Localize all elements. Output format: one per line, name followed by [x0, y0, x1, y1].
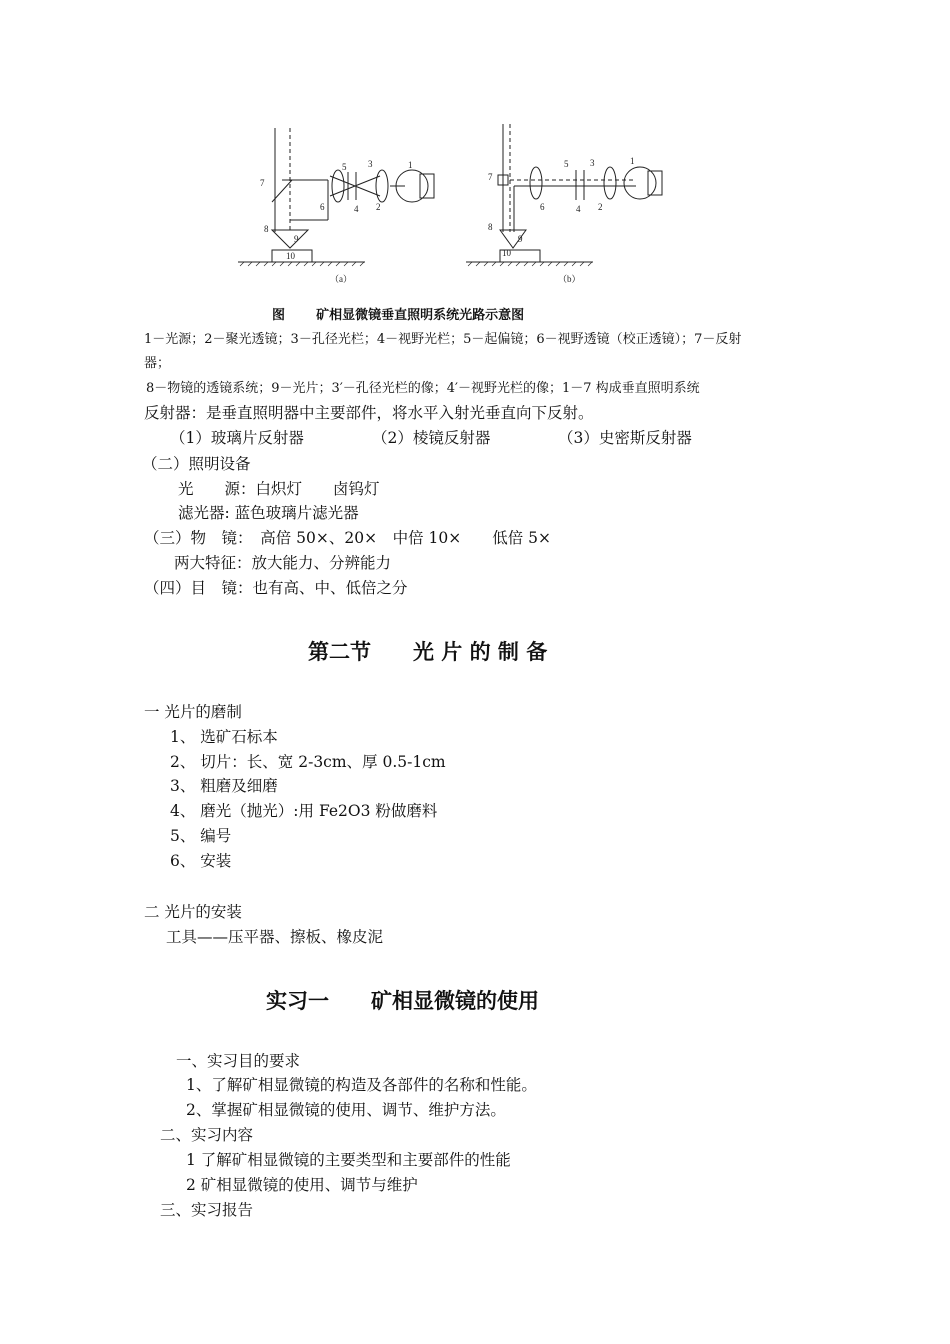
lighting-title: （二）照明设备: [142, 455, 251, 473]
grinding-step-1: 1、 选矿石标本: [170, 728, 278, 746]
goal-title: 一、实习目的要求: [176, 1052, 301, 1070]
grinding-title: 一 光片的磨制: [144, 703, 242, 721]
report-title: 三、实习报告: [160, 1201, 254, 1219]
label-b-4: 4: [576, 204, 581, 214]
reflector-type-3: （3）史密斯反射器: [558, 429, 692, 447]
label-a-1: 1: [408, 160, 413, 170]
content-title: 二、实习内容: [160, 1126, 254, 1144]
grinding-step-5: 5、 编号: [170, 827, 232, 845]
reflector-type-1: （1）玻璃片反射器: [170, 429, 304, 447]
label-a-3: 3: [368, 159, 373, 169]
label-b-10: 10: [502, 248, 511, 258]
label-a-8: 8: [264, 224, 269, 234]
caption-title: 矿相显微镜垂直照明系统光路示意图: [316, 308, 525, 323]
label-b-9: 9: [518, 234, 523, 244]
content-1: 1 了解矿相显微镜的主要类型和主要部件的性能: [186, 1151, 511, 1169]
grinding-step-4: 4、 磨光（抛光）:用 Fe2O3 粉做磨料: [170, 802, 438, 820]
goal-1: 1、了解矿相显微镜的构造及各部件的名称和性能。: [186, 1076, 537, 1094]
label-a-6: 6: [320, 202, 325, 212]
content-2: 2 矿相显微镜的使用、调节与维护: [186, 1176, 418, 1194]
label-b-5: 5: [564, 159, 569, 169]
objective: （三）物 镜： 高倍 50×、20× 中倍 10× 低倍 5×: [144, 529, 552, 547]
label-a-7: 7: [260, 178, 265, 188]
grinding-step-6: 6、 安装: [170, 852, 232, 870]
label-b-3: 3: [590, 158, 595, 168]
goal-2: 2、掌握矿相显微镜的使用、调节、维护方法。: [186, 1101, 506, 1119]
reflector-type-2: （2）棱镜反射器: [372, 429, 491, 447]
label-b-6: 6: [540, 202, 545, 212]
label-b-2: 2: [598, 202, 603, 212]
figure-caption: [272, 304, 524, 323]
panel-a-diagram: [238, 128, 434, 266]
mounting-title: 二 光片的安装: [144, 903, 242, 921]
practice1-title: 实习一 矿相显微镜的使用: [266, 989, 539, 1013]
label-b-8: 8: [488, 222, 493, 232]
panel-b-label: （b）: [558, 274, 581, 284]
label-a-9: 9: [294, 234, 299, 244]
grinding-step-2: 2、 切片：长、宽 2-3cm、厚 0.5-1cm: [170, 753, 446, 771]
section2-title: 第二节 光 片 的 制 备: [308, 640, 548, 664]
objective-features: 两大特征：放大能力、分辨能力: [174, 554, 392, 572]
panel-a-label: （a）: [330, 274, 352, 284]
filter: 滤光器: 蓝色玻璃片滤光器: [178, 504, 359, 522]
eyepiece: （四）目 镜：也有高、中、低倍之分: [144, 579, 408, 597]
label-a-2: 2: [376, 202, 381, 212]
grinding-step-3: 3、 粗磨及细磨: [170, 777, 278, 795]
optical-path-diagram: [230, 120, 670, 290]
label-b-7: 7: [488, 172, 493, 182]
label-b-1: 1: [630, 156, 635, 166]
caption-prefix: 图: [272, 308, 286, 323]
figure-legend-line2: 8－物镜的透镜系统；9－光片；3′－孔径光栏的像；4′－视野光栏的像；1－7 构成垂直照明系统: [146, 381, 700, 396]
label-a-5: 5: [342, 162, 347, 172]
label-a-4: 4: [354, 204, 359, 214]
panel-b-diagram: [466, 124, 662, 266]
mounting-tools: 工具——压平器、擦板、橡皮泥: [166, 928, 384, 946]
figure-legend-line1: 1－光源；2－聚光透镜；3－孔径光栏；4－视野光栏；5－起偏镜；6－视野透镜（校正透镜）；7－反射: [144, 332, 742, 347]
reflector-text: 反射器：是垂直照明器中主要部件，将水平入射光垂直向下反射。: [144, 404, 594, 422]
light-source: 光 源：白炽灯 卤钨灯: [178, 480, 380, 498]
label-a-10: 10: [286, 251, 295, 261]
figure-legend-line1b: 器；: [144, 356, 171, 371]
